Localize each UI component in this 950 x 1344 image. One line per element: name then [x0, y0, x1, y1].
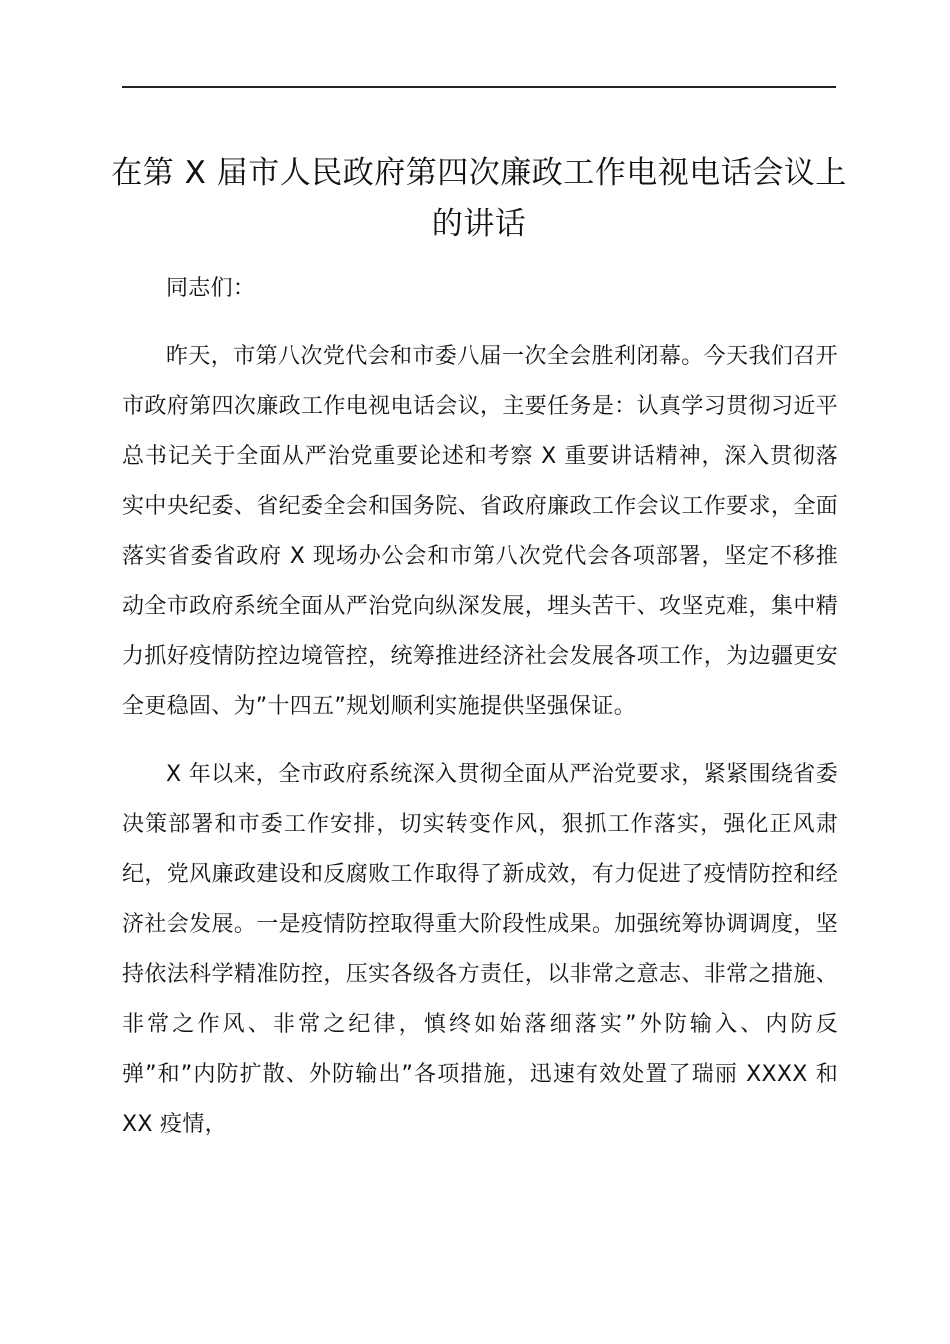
- document-body: [122, 264, 838, 1168]
- document-title: 在第 X 届市人民政府第四次廉政工作电视电话会议上的讲话: [111, 155, 847, 242]
- salutation: 同志们：: [166, 276, 256, 301]
- paragraph-1: 昨天，市第八次党代会和市委八届一次全会胜利闭幕。今天我们召开市政府第四次廉政工作电视电话会议，主要任务是：认真学习贯彻习近平总书记关于全面从严治党重要论述和考察 X 重要讲话精神，深入贯彻落实中央纪委、省纪委全会和国务院、省政府廉政工作会议工作要求，全面落实省委省政府 X 现场办公会和市第八次党代会各项部署，坚定不移推动全市政府系统全面从严治党向纵深发展，埋头苦干、攻坚克难，集中精力抓好疫情防控边境管控，统筹推进经济社会发展各项工作，为边疆更安全更稳固、为”十四五”规划顺利实施提供坚强保证。: [122, 344, 838, 719]
- paragraph-2: X 年以来，全市政府系统深入贯彻全面从严治党要求，紧紧围绕省委决策部署和市委工作安排，切实转变作风，狠抓工作落实，强化正风肃纪，党风廉政建设和反腐败工作取得了新成效，有力促进了疫情防控和经济社会发展。一是疫情防控取得重大阶段性成果。加强统筹协调调度，坚持依法科学精准防控，压实各级各方责任，以非常之意志、非常之措施、非常之作风、非常之纪律，慎终如始落细落实”外防输入、内防反弹”和”内防扩散、外防输出”各项措施，迅速有效处置了瑞丽 XXXX 和 XX 疫情，: [122, 762, 838, 1137]
- header-rule: [122, 86, 836, 88]
